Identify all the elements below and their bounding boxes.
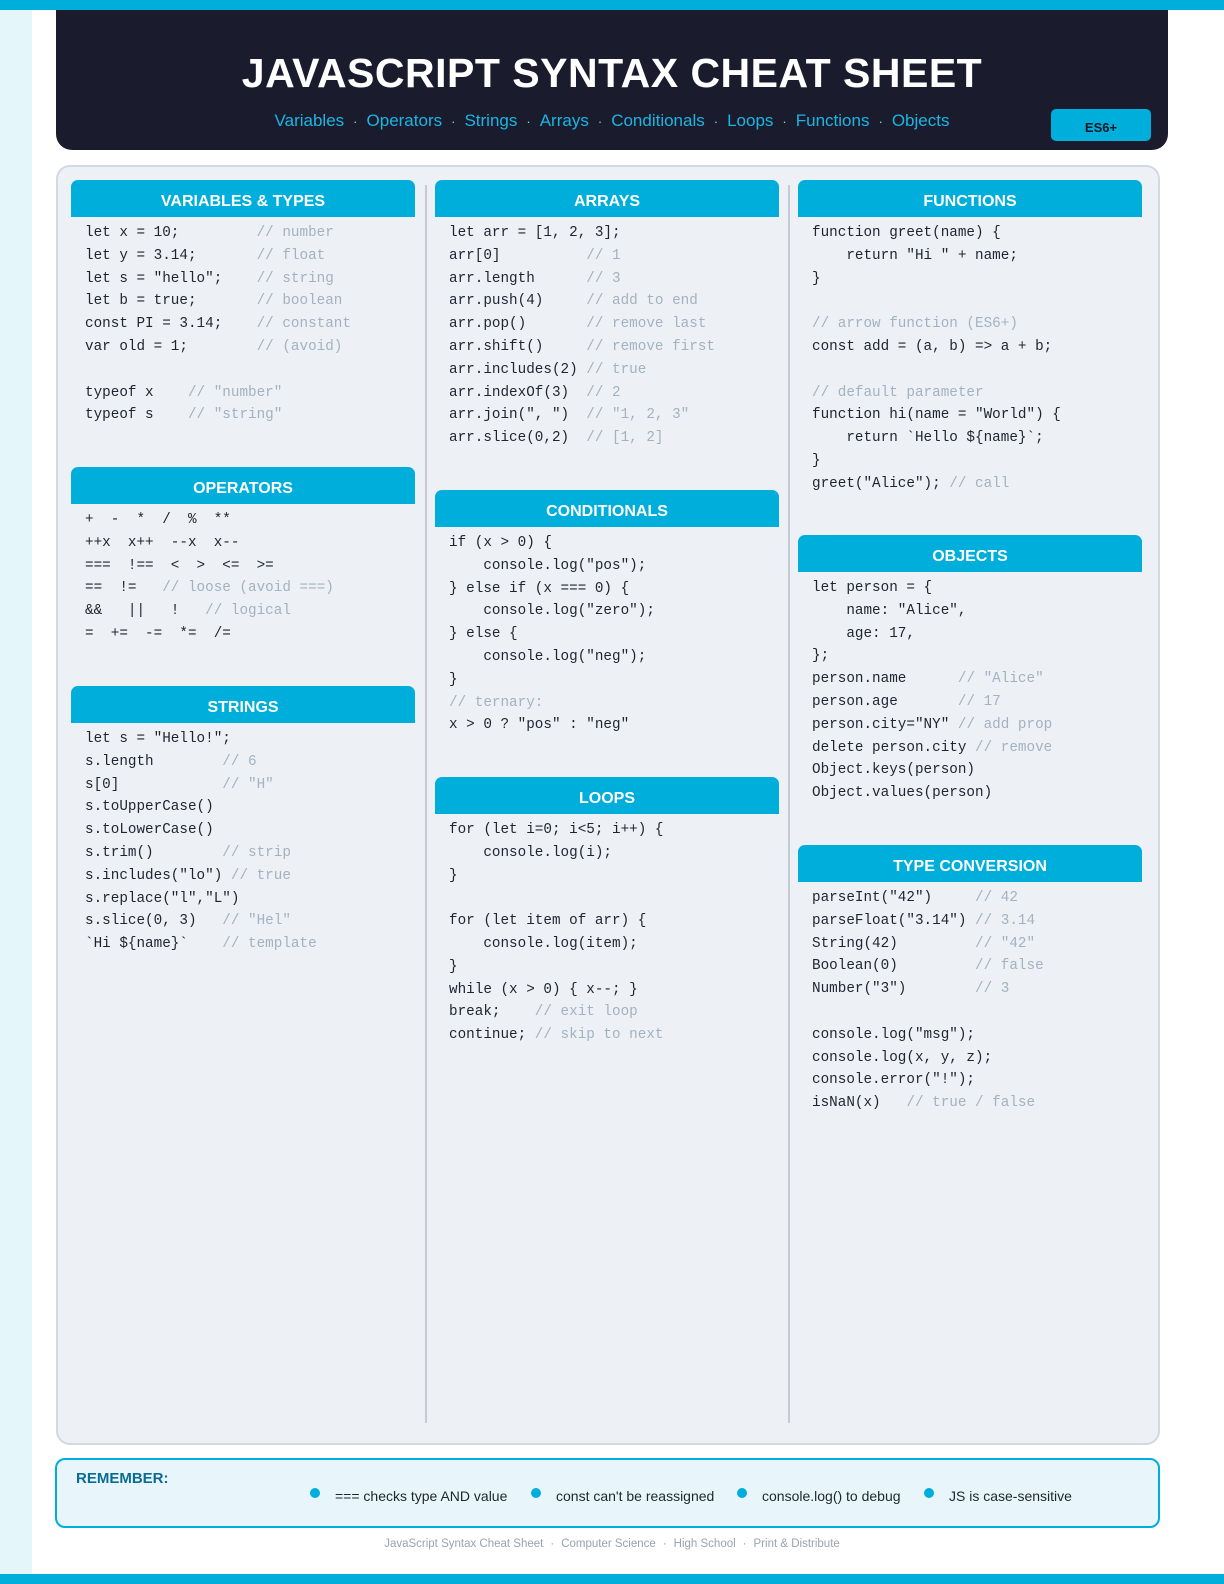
code-line	[449, 404, 779, 427]
code-text: const PI = 3.14;	[85, 316, 257, 333]
code-comment: // string	[256, 270, 334, 287]
code-text: person.name	[812, 671, 958, 688]
code-text: person.city="NY"	[812, 716, 958, 733]
code-text: function greet(name) {	[812, 225, 1001, 241]
code-line	[812, 427, 1142, 450]
bullet-dot-icon	[531, 1488, 541, 1498]
code-text: }	[812, 452, 821, 469]
code-line	[812, 450, 1142, 473]
code-comment: // "Alice"	[957, 671, 1044, 688]
nav-strings[interactable]: Strings	[464, 111, 518, 130]
code-text: arr.indexOf(3)	[449, 384, 587, 401]
nav-separator: ·	[782, 114, 787, 129]
code-comment: // "H"	[222, 776, 274, 793]
code-line	[812, 978, 1142, 1001]
section-title: ARRAYS	[435, 180, 779, 217]
code-line	[449, 692, 779, 715]
code-text: let arr = [1, 2, 3];	[449, 225, 621, 241]
section-conditionals	[435, 490, 779, 737]
footer	[0, 1538, 1224, 1550]
code-block	[71, 217, 415, 427]
code-comment: // "1, 2, 3"	[586, 407, 690, 424]
code-text: name: "Alice",	[812, 602, 967, 619]
code-line	[85, 336, 415, 359]
footer-item: Print & Distribute	[753, 1538, 840, 1550]
code-line	[812, 737, 1142, 760]
code-text: Boolean(0)	[812, 958, 976, 975]
section-operators	[71, 467, 415, 646]
code-text: console.log("zero");	[449, 603, 655, 620]
bullet-dot-icon	[737, 1488, 747, 1498]
code-line	[449, 600, 779, 623]
code-text: var old = 1;	[85, 338, 257, 355]
code-comment: // call	[949, 475, 1010, 492]
code-line	[812, 1092, 1142, 1115]
code-line	[449, 578, 779, 601]
code-text: console.log("pos");	[449, 557, 647, 574]
remember-tip	[924, 1488, 1072, 1504]
code-line	[449, 887, 779, 910]
section-loops	[435, 777, 779, 1047]
code-line	[449, 842, 779, 865]
footer-item: Computer Science	[561, 1538, 656, 1550]
code-line	[812, 336, 1142, 359]
code-line	[449, 669, 779, 692]
code-text: s.toUpperCase()	[85, 799, 214, 816]
remember-tip-text: JS is case-sensitive	[949, 1488, 1072, 1504]
code-line	[85, 623, 415, 646]
code-line	[85, 751, 415, 774]
code-line	[812, 313, 1142, 336]
code-line	[812, 290, 1142, 313]
code-text: Object.values(person)	[812, 785, 993, 802]
code-line	[812, 359, 1142, 382]
code-line	[449, 819, 779, 842]
section-title: OBJECTS	[798, 535, 1142, 572]
code-text: parseFloat("3.14")	[812, 912, 976, 929]
page-title: JAVASCRIPT SYNTAX CHEAT SHEET	[241, 50, 983, 96]
nav-separator: ·	[713, 114, 719, 129]
section-title: CONDITIONALS	[435, 490, 779, 527]
code-text: === !== < > <= >=	[85, 557, 274, 574]
footer-item: JavaScript Syntax Cheat Sheet	[384, 1538, 544, 1550]
code-text: delete person.city	[812, 739, 976, 756]
code-line	[449, 245, 779, 268]
code-line	[449, 1001, 779, 1024]
code-text: arr.length	[449, 270, 587, 287]
code-line	[85, 933, 415, 956]
code-line	[449, 623, 779, 646]
code-line	[85, 245, 415, 268]
section-title: VARIABLES & TYPES	[71, 180, 415, 217]
code-comment: // true	[230, 867, 291, 884]
section-title: FUNCTIONS	[798, 180, 1142, 217]
footer-item: High School	[673, 1538, 736, 1550]
code-text: s[0]	[85, 776, 223, 793]
code-text: typeof x	[85, 384, 188, 401]
bullet-dot-icon	[310, 1488, 320, 1498]
code-line	[812, 955, 1142, 978]
code-line	[812, 691, 1142, 714]
code-text: for (let item of arr) {	[449, 913, 647, 930]
code-line	[812, 268, 1142, 291]
code-text: for (let i=0; i<5; i++) {	[449, 822, 664, 838]
code-text: arr[0]	[449, 247, 587, 264]
code-text: s.length	[85, 753, 223, 770]
code-line	[812, 759, 1142, 782]
code-line	[449, 714, 779, 737]
nav-separator: ·	[526, 114, 531, 129]
section-type-conversion	[798, 845, 1142, 1115]
code-text: break;	[449, 1004, 535, 1021]
code-line	[449, 646, 779, 669]
code-comment: // 1	[586, 247, 621, 264]
code-block	[798, 882, 1142, 1115]
code-line	[85, 404, 415, 427]
code-line	[449, 382, 779, 405]
code-text: while (x > 0) { x--; }	[449, 981, 638, 998]
code-line	[85, 728, 415, 751]
code-line	[85, 577, 415, 600]
code-comment: // true	[586, 361, 647, 378]
code-comment: // constant	[256, 316, 351, 333]
section-title: TYPE CONVERSION	[798, 845, 1142, 882]
nav-variables[interactable]: Variables	[274, 111, 345, 130]
code-text: s.toLowerCase()	[85, 822, 214, 839]
code-text: && || !	[85, 603, 206, 620]
code-line	[812, 933, 1142, 956]
code-comment: // ternary:	[449, 694, 544, 711]
code-line	[812, 577, 1142, 600]
code-text: let b = true;	[85, 293, 257, 310]
remember-tip	[531, 1488, 714, 1504]
code-comment: // "string"	[187, 407, 283, 424]
code-comment: // template	[222, 936, 317, 953]
nav-functions[interactable]: Functions	[795, 111, 870, 130]
remember-box	[55, 1458, 1160, 1528]
code-block	[71, 504, 415, 646]
remember-tip-text: === checks type AND value	[335, 1488, 508, 1504]
code-text: console.error("!");	[812, 1072, 976, 1089]
code-block	[435, 527, 779, 737]
code-line	[85, 268, 415, 291]
section-title: LOOPS	[435, 777, 779, 814]
code-text: arr.shift()	[449, 338, 587, 355]
code-line	[449, 555, 779, 578]
code-line	[85, 888, 415, 911]
code-line	[812, 782, 1142, 805]
code-line	[449, 222, 779, 245]
code-comment: // 3	[975, 981, 1010, 998]
code-comment: // skip to next	[534, 1027, 664, 1044]
code-line	[85, 290, 415, 313]
code-line	[85, 865, 415, 888]
code-text: = += -= *= /=	[85, 625, 231, 642]
code-comment: // default parameter	[812, 384, 984, 401]
code-comment: // float	[256, 247, 326, 264]
code-text: console.log(i);	[449, 844, 613, 861]
code-comment: // strip	[222, 844, 291, 861]
code-line	[812, 473, 1142, 496]
section-title: STRINGS	[71, 686, 415, 723]
code-line	[812, 1047, 1142, 1070]
code-text: x > 0 ? "pos" : "neg"	[449, 717, 630, 734]
code-line	[812, 645, 1142, 668]
code-text: == !=	[85, 580, 163, 597]
version-badge: ES6+	[1051, 109, 1151, 141]
code-line	[85, 382, 415, 405]
code-text: return `Hello ${name}`;	[812, 430, 1044, 447]
code-line	[449, 313, 779, 336]
code-text: console.log("msg");	[812, 1026, 976, 1043]
code-line	[812, 714, 1142, 737]
code-comment: // loose (avoid ===)	[162, 580, 334, 597]
code-text: + - * / % **	[85, 512, 231, 528]
code-comment: // false	[975, 958, 1044, 975]
column-divider	[425, 185, 427, 1423]
code-block	[71, 723, 415, 956]
code-comment: // remove last	[586, 316, 707, 333]
code-line	[85, 774, 415, 797]
code-line	[812, 404, 1142, 427]
code-comment: // [1, 2]	[586, 430, 664, 447]
code-text: s.trim()	[85, 844, 223, 861]
code-line	[812, 887, 1142, 910]
code-line	[449, 910, 779, 933]
remember-tip	[737, 1488, 901, 1504]
footer-separator: ·	[550, 1538, 555, 1550]
code-text: }	[449, 867, 458, 884]
code-text: console.log(x, y, z);	[812, 1049, 993, 1066]
code-text: arr.join(", ")	[449, 407, 587, 424]
remember-tip-text: const can't be reassigned	[556, 1488, 715, 1504]
code-line	[85, 509, 415, 532]
code-text: greet("Alice");	[812, 475, 950, 492]
remember-tip	[310, 1488, 507, 1504]
code-line	[85, 359, 415, 382]
section-objects	[798, 535, 1142, 805]
code-text: isNaN(x)	[812, 1095, 907, 1112]
code-text: }	[449, 671, 458, 688]
section-functions	[798, 180, 1142, 496]
column-divider	[788, 185, 790, 1423]
footer-separator: ·	[742, 1538, 747, 1550]
code-line	[85, 222, 415, 245]
code-text: }	[812, 270, 821, 287]
code-line	[85, 600, 415, 623]
code-line	[85, 796, 415, 819]
code-text: arr.includes(2)	[449, 361, 587, 378]
code-line	[85, 842, 415, 865]
code-line	[85, 555, 415, 578]
code-text: function hi(name = "World") {	[812, 407, 1061, 424]
code-text: person.age	[812, 693, 958, 710]
nav-conditionals[interactable]: Conditionals	[611, 111, 705, 130]
code-text: s.replace("l","L")	[85, 890, 240, 907]
code-text: console.log(item);	[449, 935, 638, 952]
bottom-accent-bar	[0, 1574, 1224, 1584]
code-comment: // exit loop	[534, 1004, 638, 1021]
nav-separator: ·	[878, 114, 883, 129]
code-line	[449, 336, 779, 359]
code-line	[85, 532, 415, 555]
code-text: };	[812, 648, 830, 665]
code-comment: // true / false	[906, 1095, 1036, 1112]
code-line	[449, 979, 779, 1002]
code-text: let x = 10;	[85, 225, 257, 241]
code-line	[449, 290, 779, 313]
code-comment: // "42"	[975, 935, 1036, 952]
code-line	[449, 956, 779, 979]
code-text: `Hi ${name}`	[85, 936, 223, 953]
code-text: ++x x++ --x x--	[85, 534, 240, 551]
code-comment: // (avoid)	[256, 338, 343, 355]
code-line	[812, 910, 1142, 933]
code-comment: // arrow function (ES6+)	[812, 316, 1018, 333]
code-line	[449, 1024, 779, 1047]
code-text: if (x > 0) {	[449, 535, 552, 551]
code-line	[812, 1024, 1142, 1047]
nav-arrays[interactable]: Arrays	[539, 111, 589, 130]
code-comment: // 2	[586, 384, 621, 401]
code-text: } else if (x === 0) {	[449, 580, 630, 597]
code-text: typeof s	[85, 407, 188, 424]
bullet-dot-icon	[924, 1488, 934, 1498]
nav-separator: ·	[597, 114, 603, 129]
code-line	[85, 910, 415, 933]
code-line	[812, 382, 1142, 405]
code-text: }	[449, 958, 458, 975]
code-block	[798, 217, 1142, 496]
code-text: age: 17,	[812, 625, 915, 642]
code-comment: // "number"	[187, 384, 283, 401]
code-text: s.slice(0, 3)	[85, 913, 223, 930]
nav-separator: ·	[353, 114, 358, 129]
code-text: Object.keys(person)	[812, 762, 976, 779]
section-strings	[71, 686, 415, 956]
code-line	[449, 933, 779, 956]
section-variables-types	[71, 180, 415, 427]
code-block	[435, 814, 779, 1047]
code-comment: // 6	[222, 753, 257, 770]
code-line	[449, 359, 779, 382]
section-arrays	[435, 180, 779, 450]
code-line	[449, 427, 779, 450]
code-comment: // add to end	[586, 293, 698, 310]
remember-title: REMEMBER:	[76, 1470, 169, 1487]
top-accent-bar	[0, 0, 1224, 10]
topic-nav	[56, 111, 1168, 131]
code-text: console.log("neg");	[449, 648, 647, 665]
code-text: let s = "Hello!";	[85, 731, 231, 747]
code-text: continue;	[449, 1027, 535, 1044]
code-text: arr.pop()	[449, 316, 587, 333]
code-text: Number("3")	[812, 981, 976, 998]
code-comment: // "Hel"	[222, 913, 291, 930]
code-line	[812, 222, 1142, 245]
code-text: s.includes("lo")	[85, 867, 231, 884]
left-accent-stripe	[0, 10, 32, 1574]
code-text: let person = {	[812, 580, 933, 596]
code-text: arr.push(4)	[449, 293, 587, 310]
section-title: OPERATORS	[71, 467, 415, 504]
code-text: String(42)	[812, 935, 976, 952]
code-text: arr.slice(0,2)	[449, 430, 587, 447]
code-comment: // 42	[975, 890, 1018, 906]
code-line	[812, 623, 1142, 646]
code-comment: // 3.14	[975, 912, 1036, 929]
header-banner	[56, 10, 1168, 150]
code-text: return "Hi " + name;	[812, 247, 1018, 264]
code-line	[449, 268, 779, 291]
code-text: let y = 3.14;	[85, 247, 257, 264]
remember-tip-text: console.log() to debug	[762, 1488, 901, 1504]
code-block	[798, 572, 1142, 805]
code-comment: // number	[256, 225, 334, 241]
code-comment: // remove first	[586, 338, 715, 355]
code-comment: // 17	[957, 693, 1001, 710]
code-line	[449, 865, 779, 888]
code-line	[812, 668, 1142, 691]
code-line	[812, 1069, 1142, 1092]
code-comment: // boolean	[256, 293, 343, 310]
code-text: parseInt("42")	[812, 890, 976, 906]
code-line	[85, 313, 415, 336]
code-text: const add = (a, b) => a + b;	[812, 338, 1053, 355]
code-comment: // remove	[975, 739, 1053, 756]
code-line	[85, 819, 415, 842]
nav-loops[interactable]: Loops	[727, 111, 774, 130]
nav-separator: ·	[451, 114, 456, 129]
code-block	[435, 217, 779, 450]
code-comment: // add prop	[957, 716, 1053, 733]
code-text: } else {	[449, 626, 518, 643]
code-comment: // 3	[586, 270, 621, 287]
nav-operators[interactable]: Operators	[366, 111, 443, 130]
code-line	[812, 600, 1142, 623]
code-line	[449, 532, 779, 555]
footer-separator: ·	[662, 1538, 667, 1550]
nav-objects[interactable]: Objects	[891, 111, 950, 130]
code-text: let s = "hello";	[85, 270, 257, 287]
code-line	[812, 245, 1142, 268]
code-comment: // logical	[205, 603, 291, 620]
code-line	[812, 1001, 1142, 1024]
